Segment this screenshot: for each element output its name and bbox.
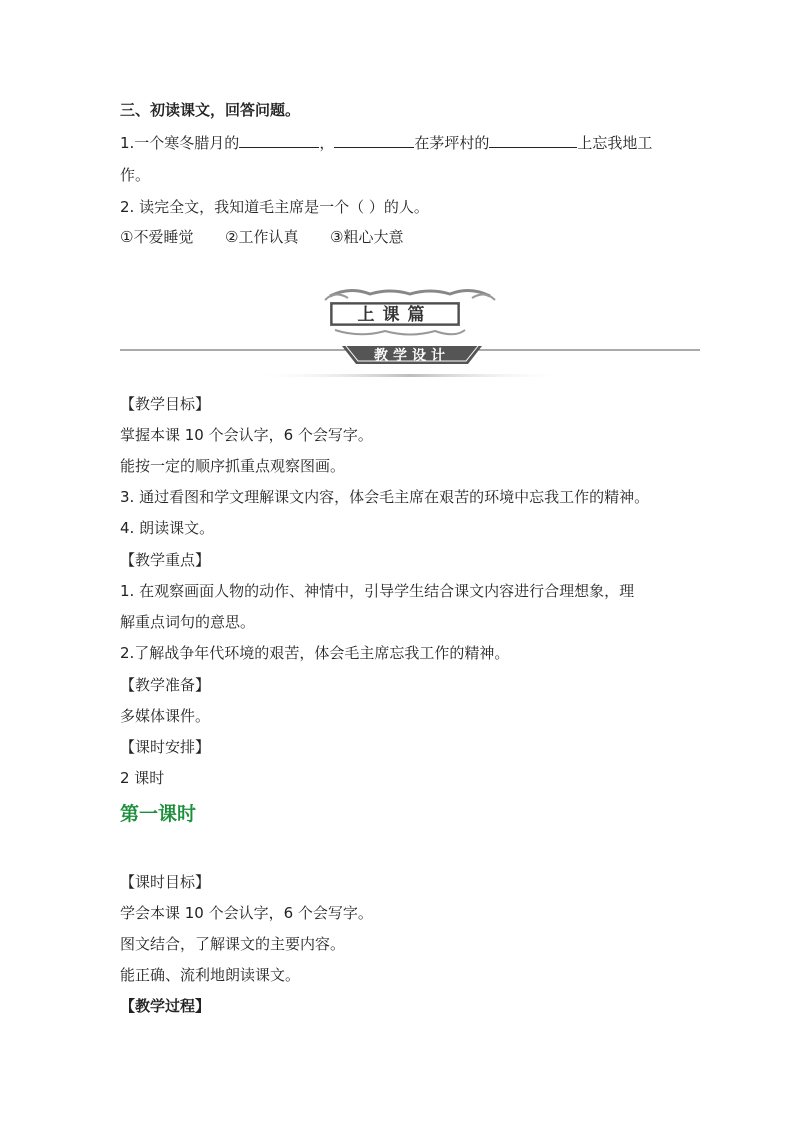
schedule-text: 2 课时	[120, 769, 165, 787]
goal-item: 能按一定的顺序抓重点观察图画。	[120, 457, 346, 475]
question-1-part1: 1.一个寒冬腊月的	[120, 134, 240, 152]
process-title: 【教学过程】	[120, 997, 211, 1015]
preparation-text: 多媒体课件。	[120, 707, 211, 725]
option-1: ①不爱睡觉	[120, 228, 194, 246]
goals-title: 【教学目标】	[120, 395, 211, 413]
option-2: ②工作认真	[225, 228, 299, 246]
section-banner	[120, 286, 700, 386]
question-1-part2: 在茅坪村的	[414, 134, 490, 152]
section-heading: 三、初读课文，回答问题。	[120, 101, 301, 119]
lesson-title: 第一课时	[120, 803, 197, 825]
key-point-2: 2.了解战争年代环境的艰苦，体会毛主席忘我工作的精神。	[120, 644, 510, 662]
goal-item: 3. 通过看图和学文理解课文内容，体会毛主席在艰苦的环境中忘我工作的精神。	[120, 488, 650, 506]
goal-item: 掌握本课 10 个会认字，6 个会写字。	[120, 426, 373, 444]
banner-graphic	[120, 286, 700, 386]
banner-shadow	[250, 374, 570, 377]
key-points-title: 【教学重点】	[120, 551, 211, 569]
lesson-goal-item: 学会本课 10 个会认字，6 个会写字。	[120, 904, 373, 922]
answer-blank-2[interactable]	[334, 133, 414, 148]
lesson-goal-item: 能正确、流利地朗读课文。	[120, 966, 301, 984]
question-1	[120, 133, 652, 153]
goal-item: 4. 朗读课文。	[120, 519, 215, 537]
answer-blank-1[interactable]	[239, 133, 319, 148]
top-label: 上课篇	[357, 305, 433, 325]
schedule-title: 【课时安排】	[120, 738, 211, 756]
option-3: ③粗心大意	[330, 228, 404, 246]
lesson-goals-title: 【课时目标】	[120, 873, 211, 891]
ornament-top	[330, 290, 490, 296]
options-row	[120, 227, 403, 247]
question-1-sep: ，	[319, 134, 335, 152]
key-point-1-continued: 解重点词句的意思。	[120, 613, 256, 631]
answer-blank-3[interactable]	[489, 133, 577, 148]
question-1-part3: 上忘我地工	[577, 134, 653, 152]
preparation-title: 【教学准备】	[120, 676, 211, 694]
question-2: 2. 读完全文，我知道毛主席是一个（ ）的人。	[120, 198, 429, 216]
key-point-1: 1. 在观察画面人物的动作、神情中，引导学生结合课文内容进行合理想象，理	[120, 582, 635, 600]
bottom-label: 教学设计	[374, 348, 450, 364]
question-1-continued: 作。	[120, 166, 151, 184]
lesson-goal-item: 图文结合，了解课文的主要内容。	[120, 935, 346, 953]
